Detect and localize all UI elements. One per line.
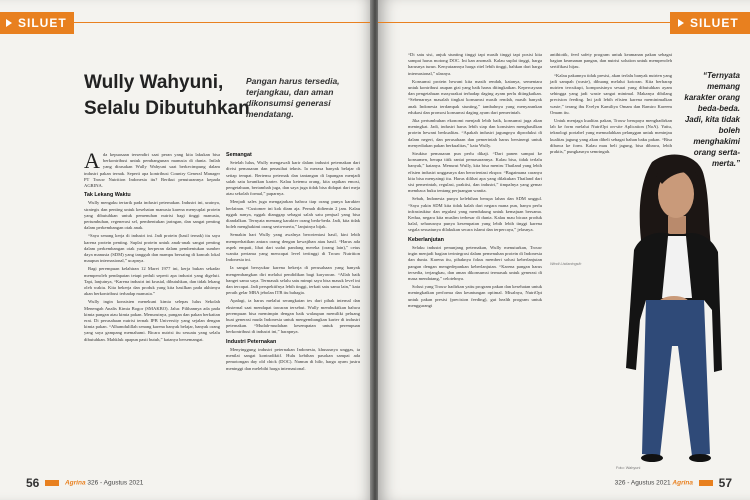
subheading: Semangat <box>226 152 252 158</box>
triangle-icon <box>678 19 684 27</box>
article-deck: Pangan harus tersedia, terjangkau, dan aman dikonsumsi generasi mendatang. <box>246 76 340 119</box>
footer-issue: 326 - Agustus 2021 <box>614 479 671 487</box>
paragraph: Sebab, Indonesia punya kelebihan berupa lahan dan SDM unggul. “Saya yakin SDM kita tidak kalah dari negara mana pun, hanya perlu infrastruktur dan regulasi yang mendukung untuk kemajuan bersama. Kedua, negara kita muslim terbesar di dunia. Kalau mau bicara produk halal, seharusnya punya kesempatan yang lebih lebih tinggi karena segala sesuatunya dilakukan secara islami dan terpercaya,” jelasnya. <box>408 196 542 233</box>
paragraph: Semakin hari Wully yang awalnya berorientasi hasil, kini lebih memperhatikan antara orang dengan kewajiban atau hasil. “Harus ada aspek empati, lihat dari sudut pandang mereka (orang lain),” cetus wanita pertama yang mencapai level tertinggi di Trouw Nutrition Indonesia ini. <box>226 232 360 263</box>
subheading: Tak Lekang Waktu <box>84 192 131 199</box>
section-rule <box>74 22 372 23</box>
right-page <box>378 0 750 500</box>
paragraph: Wully ingin konsisten menekuni kimia selepas lulus Sekolah Menengah Analis Kimia Bogor (SMAKBO). Jalur. Pilihannya ada pada kimia pangan atau kimia pakan. Menurutnya, pangan dan pakan berkaitan erat. Di perusahaan nutrisi ternak IPB University yang sejalan dengan kimia pakan. “Alhamdulillah senang karena banyak belajar, banyak orang yang saya gampang memahami. Bicara nutrisi itu sesuatu yang selalu dibutuhkan. Mahkluk apapun pasti butuh,” katanya bersemangat. <box>84 299 220 342</box>
subheading: Industri Peternakan <box>226 338 277 345</box>
paragraph: Untuk menjaga kualitas pakan, Trouw berupaya menghadirkan lab ke form melalui NutriOpt on-site Aplication (NoA). Yaitu, teknologi portabel yang memudahkan pelanggan untuk meninjau kualitas jagung yang akan dibeli sebagai bahan baku pakan. “Bisa dibawa ke form. Kalau mau beli jagung, bisa dibawa, lebih praktis,” pungkasnya semringah. <box>550 118 672 155</box>
column-2 <box>226 152 360 474</box>
section-tag <box>670 12 750 34</box>
page-number: 56 <box>26 476 40 490</box>
column-3 <box>408 52 542 472</box>
footer-brand: Agrina <box>672 479 694 487</box>
section-tag-label: SILUET <box>18 16 67 30</box>
paragraph: Struktur pemasaran pun perlu dikaji. “Dari panen sampai ke konsumen, berapa titik rantai pemasarannya. Kalau bisa, tidak terlalu banyak,” katanya. Menurut Wully, kita bisa meniru Thailand yang lebih efisien industri unggasnya dan berorientasi ekspor. “Bagaimana caranya kita bisa menyaingi itu. Harus dilihat apa yang dilakukan Thailand dari sisi pemerintah, regulasi, praktisi, dan industri,” timpalnya yang gemar membaca buku tentang perjuangan wanita. <box>408 151 542 194</box>
paragraph: Menjadi sales juga mengajarkan bahwa tiap orang punya karakter berlainan. “Customer ini kok diam aja. Pernah didiemin 2 jam. Kalau nggak nanya, nggak dianggap sebagai salah satu penjual yang bisa diandalkan. Ternyata memang karakter orang beda-beda. Jadi, kita tidak boleh menghakimi orang serta-merta,” lanjutnya bijak. <box>226 199 360 230</box>
photo-caption: Foto: Wahyuni <box>616 466 641 470</box>
page-number: 57 <box>718 476 732 490</box>
paragraph: “Saya senang kerja di industri ini. Jadi protein (hasil ternak) itu saya karena protein penting. Suplai protein untuk anak-anak sangat penting dalam perkembangan otak yang berperan dalam pembentukan sumber daya manusia (SDM) yang tangguh dan mampu bersaing di kancah lokal maupun internasional,” ucapnya. <box>84 233 220 264</box>
article-title-line2: Selalu Dibutuhkan <box>84 98 250 119</box>
paragraph: Bagi perempuan kelahiran 12 Maret 1977 ini, kerja bukan sekadar memperoleh pendapatan tetapi peduli seperti apa industri yang digeluti. Tapi, lanjutnya, “Karena industri ini krusial, dibutuhkan, dan tidak lekang oleh waktu. Kita bekerja dan produk yang kita hasilkan pada akhirnya akan berkontribusi terhadap manusia.” <box>84 266 220 297</box>
paragraph: “Di satu sisi, anjuk stunting tinggi tapi masih tinggi tapi posisi kita sampai harus motong DOC. Ini kan anomali. Kalau suplai tinggi, harga harusnya turun. Kenyataannya harga ritel lebih tinggi, bahkan dari harga internasional,” ulasnya. <box>408 52 542 76</box>
paragraph: Ia sangat bersyukur karena bekerja di perusahaan yang banyak mengembangkan diri melalui pendidikan bagi karyawan. “Allah baik banget sama saya. Termasuk selalu satu mimpi saya bisa masuk level ini dan tercapai. Jadi perspektifnya lebih tinggi, terkait satu sama lain,” kata peraih gelar MBA jebolan ITB itu bahagia. <box>226 265 360 296</box>
footer-brand: Agrina <box>64 479 86 487</box>
paragraph: “Kalau pakannya tidak presisi, akan terlalu banyak nutrien yang jadi sampah (waste), dibuang melalui kotoran. Kita berharap nutrien tercukupi, komposisinya sesuai yang dibutuhkan ayam sehingga yang jadi waste sangat minimal. Makanya dibilang precision feeding. Ini jadi lebih efisien karena meminimalkan waste,” terang ibu Evelyn Kamiliya Omam dan Ramiro Kareem Omam itu. <box>550 72 672 115</box>
article-title <box>84 70 254 122</box>
footer-left <box>26 476 143 490</box>
paragraph: antibiotik, feed safety program untuk keamanan pakan sebagai bagian keamanan pangan, dan nutrisi solution untuk memperoleh sertifikasi hijau. <box>550 52 672 70</box>
paragraph: Solusi yang Trouw hadirkan yaitu program pakan dan kesehatan untuk meningkatkan performa dan keuntungan optimal. Misalnya, NutriOpt untuk pakan presisi (precision feeding), gut health program untuk menggurangi <box>408 284 542 308</box>
article-title-line1: Wully Wahyuni, <box>84 72 224 93</box>
paragraph: Setelah lulus, Wully mengawali karir dalam industri peternakan dari divisi pemasaran dan penasihat teknis. Ia merasa banyak belajar di setiap tempat. Bertemu peternak dan tantangan di lapangan menjadi salah satu keunikan karier. Kalau ketemu orang, kita rapikan emosi, pengetahuan, bertambah juga, dan saya juga tidak bisa didapat dari meja atau sekolah formal,” paparnya. <box>226 160 360 197</box>
footer-issue: 326 - Agustus 2021 <box>87 479 144 487</box>
paragraph: Konsumsi protein hewani kita masih rendah, katanya, sementara untuk kontribusi asupan gizi yang baik harus ditingkatkan. Kepercayaan dan pengetahuan masyarakat terhadap daging ayam perlu ditingkatkan. “Sebenarnya masalah tingkat konsumsi masih rendah, masih banyak anak Indonesia terdampak stunting,” tambahnya yang menyarankan edukasi dan promosi konsumsi daging ayam dari pemerintah. <box>408 78 542 115</box>
footer-bar <box>699 480 713 486</box>
paragraph: Jika pertumbuhan ekonomi menjadi lebih baik, konsumsi juga akan meningkat. Jadi, industri harus lebih siap dan konsisten menghasilkan protein hewani berkualitas. “Apakah industri jagungnya diproduksi di dalam negeri, dan perusahaan dan pemerintah harus bersinergi untuk menyediakan pakan berkualitas,” kata Wully. <box>408 118 542 148</box>
footer-bar <box>45 480 59 486</box>
section-tag-label: SILUET <box>690 16 739 30</box>
paragraph: Wully mengaku tertarik pada industri peternakan. Industri ini, urainya, strategis dan penting untuk kesehatan manusia karena menyuplai protein yang dibutuhkan untuk pemenuhan nutrisi bagi tinggi manusia, pertumbuhan, regenerasi sel, pembentukan jaringan, dan sangat penting dalam perkembangan otak anak. <box>84 200 220 231</box>
section-tag <box>0 12 74 34</box>
pull-quote: “Ternyata memang karakter orang beda-beda. Jadi, kita tidak boleh menghakimi orang serta-merta.” <box>684 71 740 168</box>
column-1 <box>84 148 220 474</box>
dropcap: A <box>84 148 100 173</box>
section-rule <box>378 22 670 23</box>
paragraph: Menyinggung industri peternakan Indonesia, khususnya unggas, ia menilai sangat kontradiktif. Hulu kebihan pasokan sampai ada pemotongan day old chick (DOC). Namun di hilir, harga ayam justru meninggi dan melebihi harga internasional. <box>226 346 360 371</box>
paragraph: da kepuasaan tersendiri saat peran yang kita lakukan bisa berkontribusi untuk pembangunan manusia di dunia. Inilah yang dirasakan Wully Wahyuni saat berkecimpung dalam industri pakan ternak. Seperti apa kontribusi Country General Manager PT Trouw Nutrition Indonesia itu? Berikut penuturannya kepada AGRINA. <box>84 152 220 189</box>
triangle-icon <box>6 19 12 27</box>
paragraph: Apalagi, ia harus melalui serangkaian tes dari pihak internal dan eksternal saat mendapat tawaran tersebut. Wully membuktikan bahwa perempuan bisa memimpin dengan baik walaupun memiliki peluang buat generasi muda Indonesia untuk mengembangkan karier di industri peternakan. “Mudah-mudahan kesempatan untuk perempuan berkontribusi di industri ini,” harapnya. <box>226 298 360 335</box>
paragraph: Selaku industri penunjang peternakan, Wully menuturkan, Trouw ingin menjadi bagian terintegrasi dalam pemenuhan protein di Indonesia dan dunia. Karena itu, pihaknya fokus memberi solusi keberlanjutan pangan dengan mengedepankan keberlanjutan. “Karena pangan harus tersedia, terjangkau, dan aman dikonsumsi termasuk untuk generasi di masa mendatang,” celotehnya. <box>408 244 542 281</box>
left-page <box>0 0 372 500</box>
portrait-photo <box>612 150 734 468</box>
subheading: Keberlanjutan <box>408 236 444 243</box>
footer-right <box>615 476 732 490</box>
author-credit: Windi Listianingsih <box>550 262 582 266</box>
